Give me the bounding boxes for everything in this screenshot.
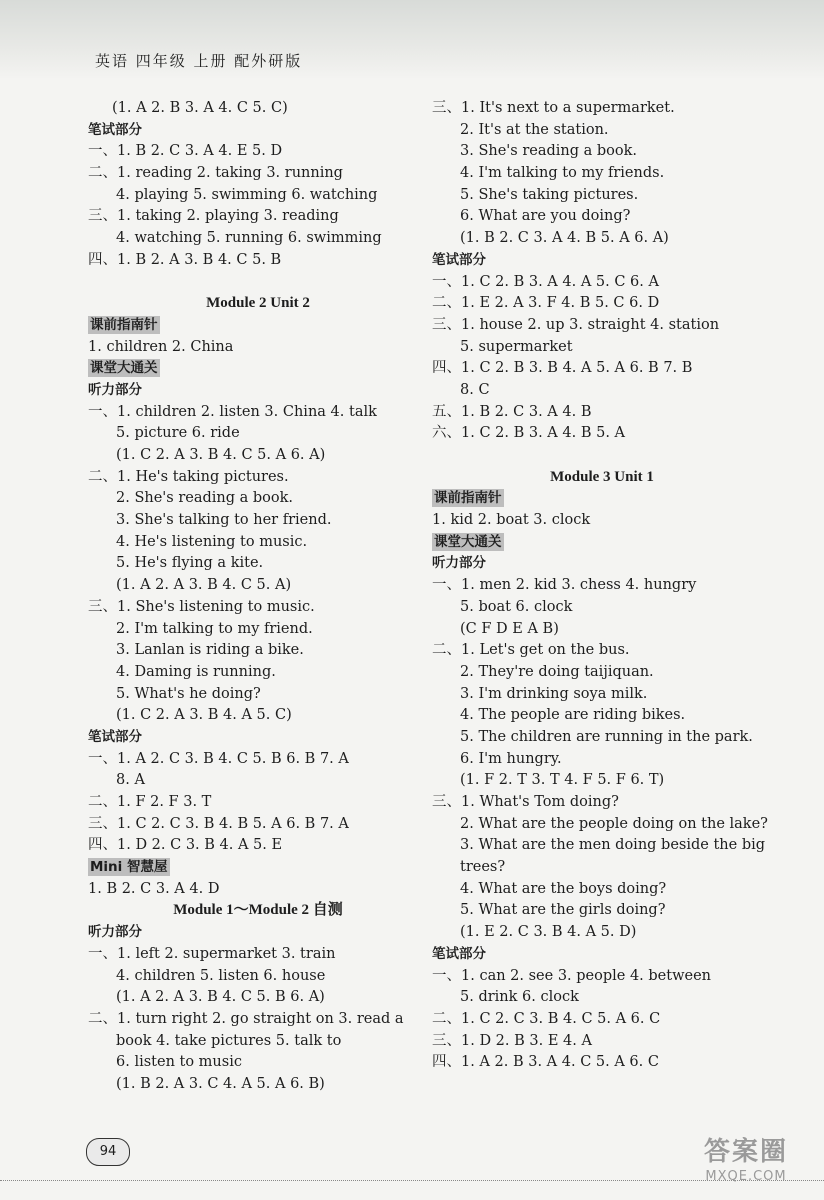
answer-line: trees? bbox=[460, 859, 506, 876]
answer-line: 2. They're doing taijiquan. bbox=[460, 663, 654, 680]
answer-line: 三、1. It's next to a supermarket. bbox=[432, 100, 675, 116]
answer-line: 4. The people are riding bikes. bbox=[460, 707, 686, 724]
answer-line: 4. playing 5. swimming 6. watching bbox=[116, 186, 378, 203]
module-heading: Module 2 Unit 2 bbox=[206, 295, 310, 312]
answer-line: 3. She's reading a book. bbox=[460, 143, 638, 160]
answer-line: 5. drink 6. clock bbox=[460, 989, 579, 1006]
answer-line: 4. What are the boys doing? bbox=[460, 880, 667, 897]
section-label: 笔试部分 bbox=[88, 728, 142, 745]
answer-line: 1. kid 2. boat 3. clock bbox=[432, 512, 591, 529]
answer-line: 三、1. C 2. C 3. B 4. B 5. A 6. B 7. A bbox=[88, 815, 349, 832]
module-heading: Module 1～Module 2 自测 bbox=[173, 902, 343, 919]
answer-line: 二、1. F 2. F 3. T bbox=[88, 794, 212, 810]
section-tag-label: 课堂大通关 bbox=[90, 360, 158, 377]
answer-line: 二、1. turn right 2. go straight on 3. read a bbox=[88, 1010, 404, 1027]
answer-line: book 4. take pictures 5. talk to bbox=[116, 1032, 342, 1049]
answer-line: (1. A 2. B 3. A 4. C 5. C) bbox=[112, 100, 288, 116]
answer-line: 5. picture 6. ride bbox=[116, 425, 240, 442]
answer-line: 3. What are the men doing beside the big bbox=[460, 837, 766, 854]
answer-line: 五、1. B 2. C 3. A 4. B bbox=[432, 403, 592, 420]
answer-line: 3. Lanlan is riding a bike. bbox=[116, 642, 304, 659]
answer-line: (1. F 2. T 3. T 4. F 5. F 6. T) bbox=[460, 772, 665, 789]
section-tag-label: 课前指南针 bbox=[434, 490, 502, 507]
answer-line: (1. C 2. A 3. B 4. C 5. A 6. A) bbox=[116, 447, 326, 463]
answer-line: (1. A 2. A 3. B 4. C 5. A) bbox=[116, 577, 292, 594]
watermark-logo: 答案圈 bbox=[703, 1137, 788, 1167]
section-label: 听力部分 bbox=[88, 924, 142, 941]
answer-line: 5. What are the girls doing? bbox=[460, 902, 666, 919]
answer-line: 4. Daming is running. bbox=[116, 663, 276, 680]
section-tag bbox=[432, 488, 772, 510]
answer-line: 5. boat 6. clock bbox=[460, 598, 573, 615]
answer-line: 二、1. He's taking pictures. bbox=[88, 468, 289, 485]
watermark bbox=[676, 1136, 816, 1192]
answer-line: 6. listen to music bbox=[116, 1054, 242, 1071]
answer-line: 四、1. A 2. B 3. A 4. C 5. A 6. C bbox=[432, 1054, 659, 1071]
answer-line: 三、1. house 2. up 3. straight 4. station bbox=[432, 316, 720, 333]
section-label: 笔试部分 bbox=[432, 251, 486, 268]
answer-line: 4. He's listening to music. bbox=[116, 533, 308, 550]
answer-line: 一、1. can 2. see 3. people 4. between bbox=[432, 967, 712, 984]
answer-line: 3. She's talking to her friend. bbox=[116, 512, 332, 529]
answer-line: 5. What's he doing? bbox=[116, 685, 261, 702]
watermark-url: MXQE.COM bbox=[705, 1169, 787, 1184]
section-label: 听力部分 bbox=[88, 381, 142, 398]
section-label: 笔试部分 bbox=[88, 121, 142, 138]
answer-line: 一、1. C 2. B 3. A 4. A 5. C 6. A bbox=[432, 273, 659, 290]
answer-line: 六、1. C 2. B 3. A 4. B 5. A bbox=[432, 425, 626, 442]
answer-line: 四、1. D 2. C 3. B 4. A 5. E bbox=[88, 837, 283, 854]
section-label: 笔试部分 bbox=[432, 945, 486, 962]
answer-line bbox=[88, 272, 428, 294]
page-header bbox=[0, 0, 824, 80]
answer-line: 5. He's flying a kite. bbox=[116, 555, 264, 572]
page-number: 94 bbox=[86, 1138, 130, 1166]
answer-column-left bbox=[88, 98, 428, 1096]
answer-line: 3. I'm drinking soya milk. bbox=[460, 685, 648, 702]
answer-column-right bbox=[432, 98, 772, 1074]
section-tag-label: Mini 智慧屋 bbox=[90, 859, 168, 876]
section-tag bbox=[88, 358, 428, 380]
answer-line: 三、1. What's Tom doing? bbox=[432, 794, 619, 810]
answer-line: 5. She's taking pictures. bbox=[460, 186, 639, 203]
answer-line: 8. A bbox=[116, 772, 145, 789]
answer-line: 4. I'm talking to my friends. bbox=[460, 165, 665, 182]
answer-line: 8. C bbox=[460, 381, 490, 398]
answer-line: 一、1. men 2. kid 3. chess 4. hungry bbox=[432, 577, 697, 594]
answer-line: 4. watching 5. running 6. swimming bbox=[116, 230, 382, 247]
answer-line: (1. B 2. C 3. A 4. B 5. A 6. A) bbox=[460, 230, 669, 247]
answer-line: (1. B 2. A 3. C 4. A 5. A 6. B) bbox=[116, 1075, 325, 1092]
answer-line: (1. E 2. C 3. B 4. A 5. D) bbox=[460, 924, 637, 941]
module-heading: Module 3 Unit 1 bbox=[550, 468, 654, 485]
answer-line: 5. The children are running in the park. bbox=[460, 728, 753, 745]
answer-line: 一、1. B 2. C 3. A 4. E 5. D bbox=[88, 143, 283, 160]
section-tag bbox=[88, 857, 428, 879]
answer-line: 6. I'm hungry. bbox=[460, 750, 562, 767]
answer-line: 2. I'm talking to my friend. bbox=[116, 620, 313, 637]
answer-line: 二、1. reading 2. taking 3. running bbox=[88, 165, 343, 182]
answer-line: 2. It's at the station. bbox=[460, 121, 609, 138]
answer-line: (1. A 2. A 3. B 4. C 5. B 6. A) bbox=[116, 989, 325, 1006]
answer-line: 三、1. D 2. B 3. E 4. A bbox=[432, 1032, 592, 1049]
answer-line: 1. B 2. C 3. A 4. D bbox=[88, 880, 220, 897]
section-label: 听力部分 bbox=[432, 555, 486, 572]
answer-line: 2. What are the people doing on the lake? bbox=[460, 815, 768, 832]
answer-line: 三、1. taking 2. playing 3. reading bbox=[88, 208, 339, 225]
answer-line: (1. C 2. A 3. B 4. A 5. C) bbox=[116, 707, 292, 724]
answer-line bbox=[432, 445, 772, 467]
section-tag bbox=[88, 315, 428, 337]
section-tag-label: 课前指南针 bbox=[90, 316, 158, 333]
answer-line: 1. children 2. China bbox=[88, 338, 234, 355]
answer-line: 2. She's reading a book. bbox=[116, 490, 294, 507]
answer-line: 6. What are you doing? bbox=[460, 208, 631, 225]
answer-line: 一、1. children 2. listen 3. China 4. talk bbox=[88, 403, 377, 420]
answer-line: 一、1. left 2. supermarket 3. train bbox=[88, 945, 336, 962]
section-tag-label: 课堂大通关 bbox=[434, 533, 502, 550]
answer-line: (C F D E A B) bbox=[460, 620, 559, 637]
answer-line: 四、1. C 2. B 3. B 4. A 5. A 6. B 7. B bbox=[432, 360, 693, 377]
section-tag bbox=[432, 532, 772, 554]
answer-line: 二、1. Let's get on the bus. bbox=[432, 642, 630, 659]
book-title: 英语 四年级 上册 配外研版 bbox=[95, 52, 303, 70]
answer-line: 4. children 5. listen 6. house bbox=[116, 967, 326, 984]
answer-line: 二、1. E 2. A 3. F 4. B 5. C 6. D bbox=[432, 295, 660, 312]
answer-line: 二、1. C 2. C 3. B 4. C 5. A 6. C bbox=[432, 1010, 661, 1027]
answer-line: 四、1. B 2. A 3. B 4. C 5. B bbox=[88, 251, 282, 268]
answer-line: 一、1. A 2. C 3. B 4. C 5. B 6. B 7. A bbox=[88, 750, 349, 767]
answer-line: 5. supermarket bbox=[460, 338, 573, 355]
answer-line: 三、1. She's listening to music. bbox=[88, 598, 315, 615]
